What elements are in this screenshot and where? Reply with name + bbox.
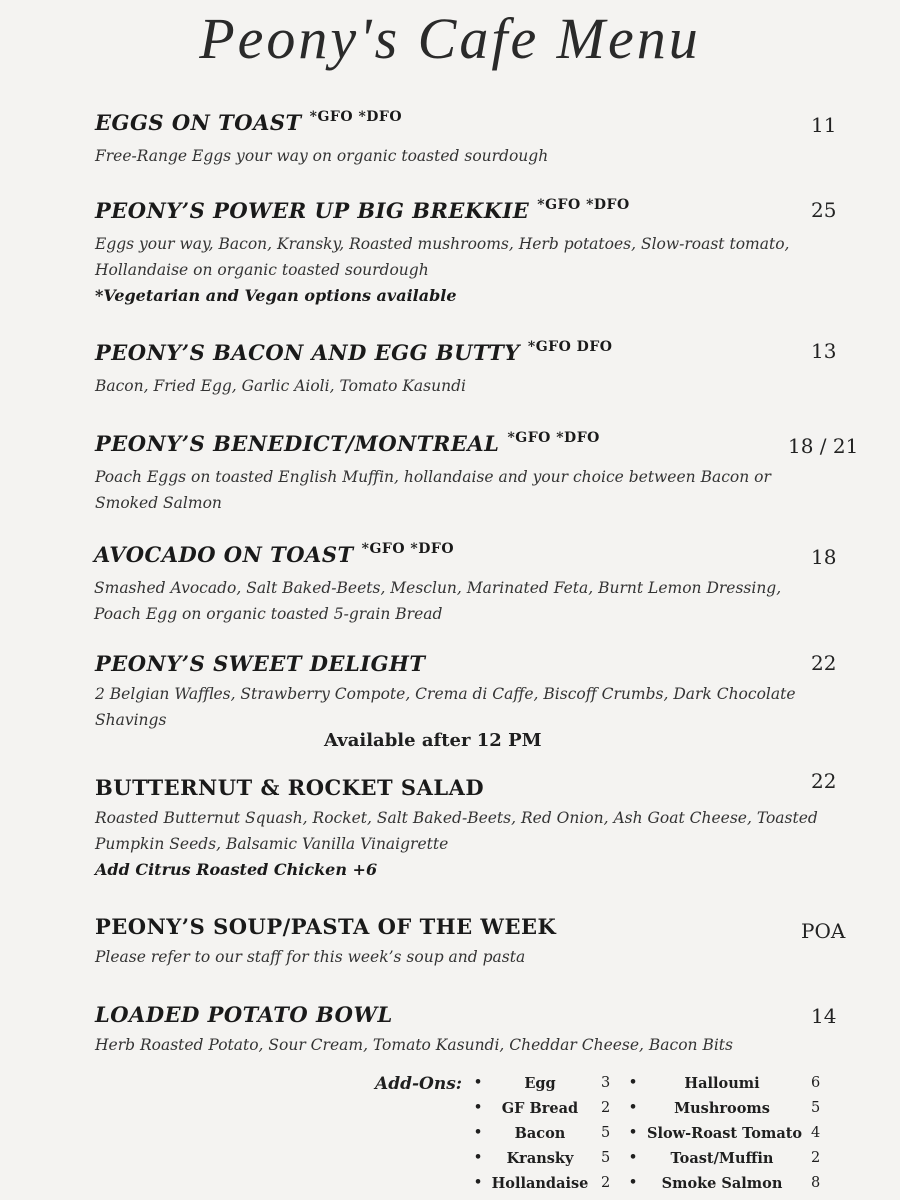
addon-item [625,1175,825,1200]
item-price: 25 [811,198,837,222]
addon-price: 8 [811,1175,821,1191]
item-description: Roasted Butternut Squash, Rocket, Salt Baked-Beets, Red Onion, Ash Goat Cheese, Toasted Pumpkin Seeds, Balsamic Vanilla Vinaigrette [95,809,818,853]
menu-title: Peony's Cafe Menu [199,6,701,71]
dietary-tags: *GFO *DFO [361,541,455,557]
bullet-icon: • [473,1100,483,1115]
bullet-icon: • [473,1075,483,1090]
item-description: Eggs your way, Bacon, Kransky, Roasted mushrooms, Herb potatoes, Slow-roast tomato, Hollandaise on organic toasted sourdough [95,235,790,279]
dietary-tags: *GFO *DFO [537,197,630,213]
bullet-icon: • [628,1175,638,1190]
availability-note: Available after 12 PM [324,730,542,751]
addon-item [470,1125,620,1150]
dietary-tags: *GFO *DFO [507,430,600,446]
menu-item [95,651,875,733]
menu-item [95,431,875,516]
addon-name: Toast/Muffin [670,1150,774,1167]
item-name: BUTTERNUT & ROCKET SALAD [95,775,485,800]
addon-name: Bacon [514,1125,566,1142]
addon-name: Smoke Salmon [661,1175,783,1192]
item-price: 11 [811,113,837,137]
bullet-icon: • [473,1175,483,1190]
item-name: PEONY’S BENEDICT/MONTREAL [95,431,500,456]
addon-price: 2 [811,1150,821,1166]
item-price: 14 [811,1004,837,1028]
item-name: PEONY’S SOUP/PASTA OF THE WEEK [95,914,557,939]
item-description: Smashed Avocado, Salt Baked-Beets, Mesclun, Marinated Feta, Burnt Lemon Dressing, Poach Egg on organic toasted 5-grain Bread [94,579,782,623]
item-price: 13 [811,339,837,363]
bullet-icon: • [628,1075,638,1090]
item-name: EGGS ON TOAST [95,110,302,135]
item-name: PEONY’S SWEET DELIGHT [95,651,426,676]
addon-item [470,1100,620,1125]
item-description: Please refer to our staff for this week’s soup and pasta [95,948,526,966]
menu-item [95,914,875,970]
addon-item [625,1150,825,1175]
menu-item [95,1002,875,1058]
item-description: Free-Range Eggs your way on organic toasted sourdough [95,147,549,165]
addon-item [470,1075,620,1100]
item-description: 2 Belgian Waffles, Strawberry Compote, Crema di Caffe, Biscoff Crumbs, Dark Chocolate Shavings [95,685,796,729]
item-price: 22 [811,651,837,675]
addon-item [470,1150,620,1175]
addon-name: Halloumi [684,1075,760,1092]
bullet-icon: • [473,1150,483,1165]
menu-item [95,110,875,169]
item-price: 22 [811,769,837,793]
item-description: Bacon, Fried Egg, Garlic Aioli, Tomato Kasundi [95,377,466,395]
dietary-tags: *GFO DFO [527,339,613,355]
addon-name: Egg [524,1075,556,1092]
bullet-icon: • [628,1100,638,1115]
addon-name: Mushrooms [674,1100,770,1117]
item-price: POA [801,919,846,943]
addon-name: GF Bread [501,1100,579,1117]
item-price: 18 [811,545,837,569]
addon-price: 6 [811,1075,821,1091]
addon-price: 4 [811,1125,821,1141]
addon-price: 5 [601,1125,611,1141]
item-description: Herb Roasted Potato, Sour Cream, Tomato Kasundi, Cheddar Cheese, Bacon Bits [95,1036,733,1054]
item-name: LOADED POTATO BOWL [95,1002,393,1027]
addon-price: 2 [601,1175,611,1191]
menu-item [95,775,875,883]
bullet-icon: • [473,1125,483,1140]
addon-price: 5 [601,1150,611,1166]
item-price: 18 / 21 [788,434,859,458]
addon-name: Hollandaise [491,1175,589,1192]
dietary-tags: *GFO *DFO [309,109,403,125]
item-name: PEONY’S BACON AND EGG BUTTY [95,340,520,365]
item-name: AVOCADO ON TOAST [94,542,354,567]
bullet-icon: • [628,1125,638,1140]
addons-label: Add-Ons: [375,1074,463,1094]
addon-item [625,1100,825,1125]
item-name: PEONY’S POWER UP BIG BREKKIE [95,198,530,223]
addon-price: 3 [601,1075,611,1091]
menu-item [95,198,875,309]
addon-price: 2 [601,1100,611,1116]
item-note: Add Citrus Roasted Chicken +6 [95,860,378,879]
bullet-icon: • [628,1150,638,1165]
menu-item [94,542,874,627]
addon-item [625,1075,825,1100]
item-note: *Vegetarian and Vegan options available [95,286,457,305]
addon-name: Slow-Roast Tomato [647,1125,803,1142]
addon-item [470,1175,620,1200]
addon-price: 5 [811,1100,821,1116]
addon-item [625,1125,825,1150]
menu-item [95,340,875,399]
addon-name: Kransky [506,1150,574,1167]
item-description: Poach Eggs on toasted English Muffin, hollandaise and your choice between Bacon or Smoked Salmon [95,468,771,512]
